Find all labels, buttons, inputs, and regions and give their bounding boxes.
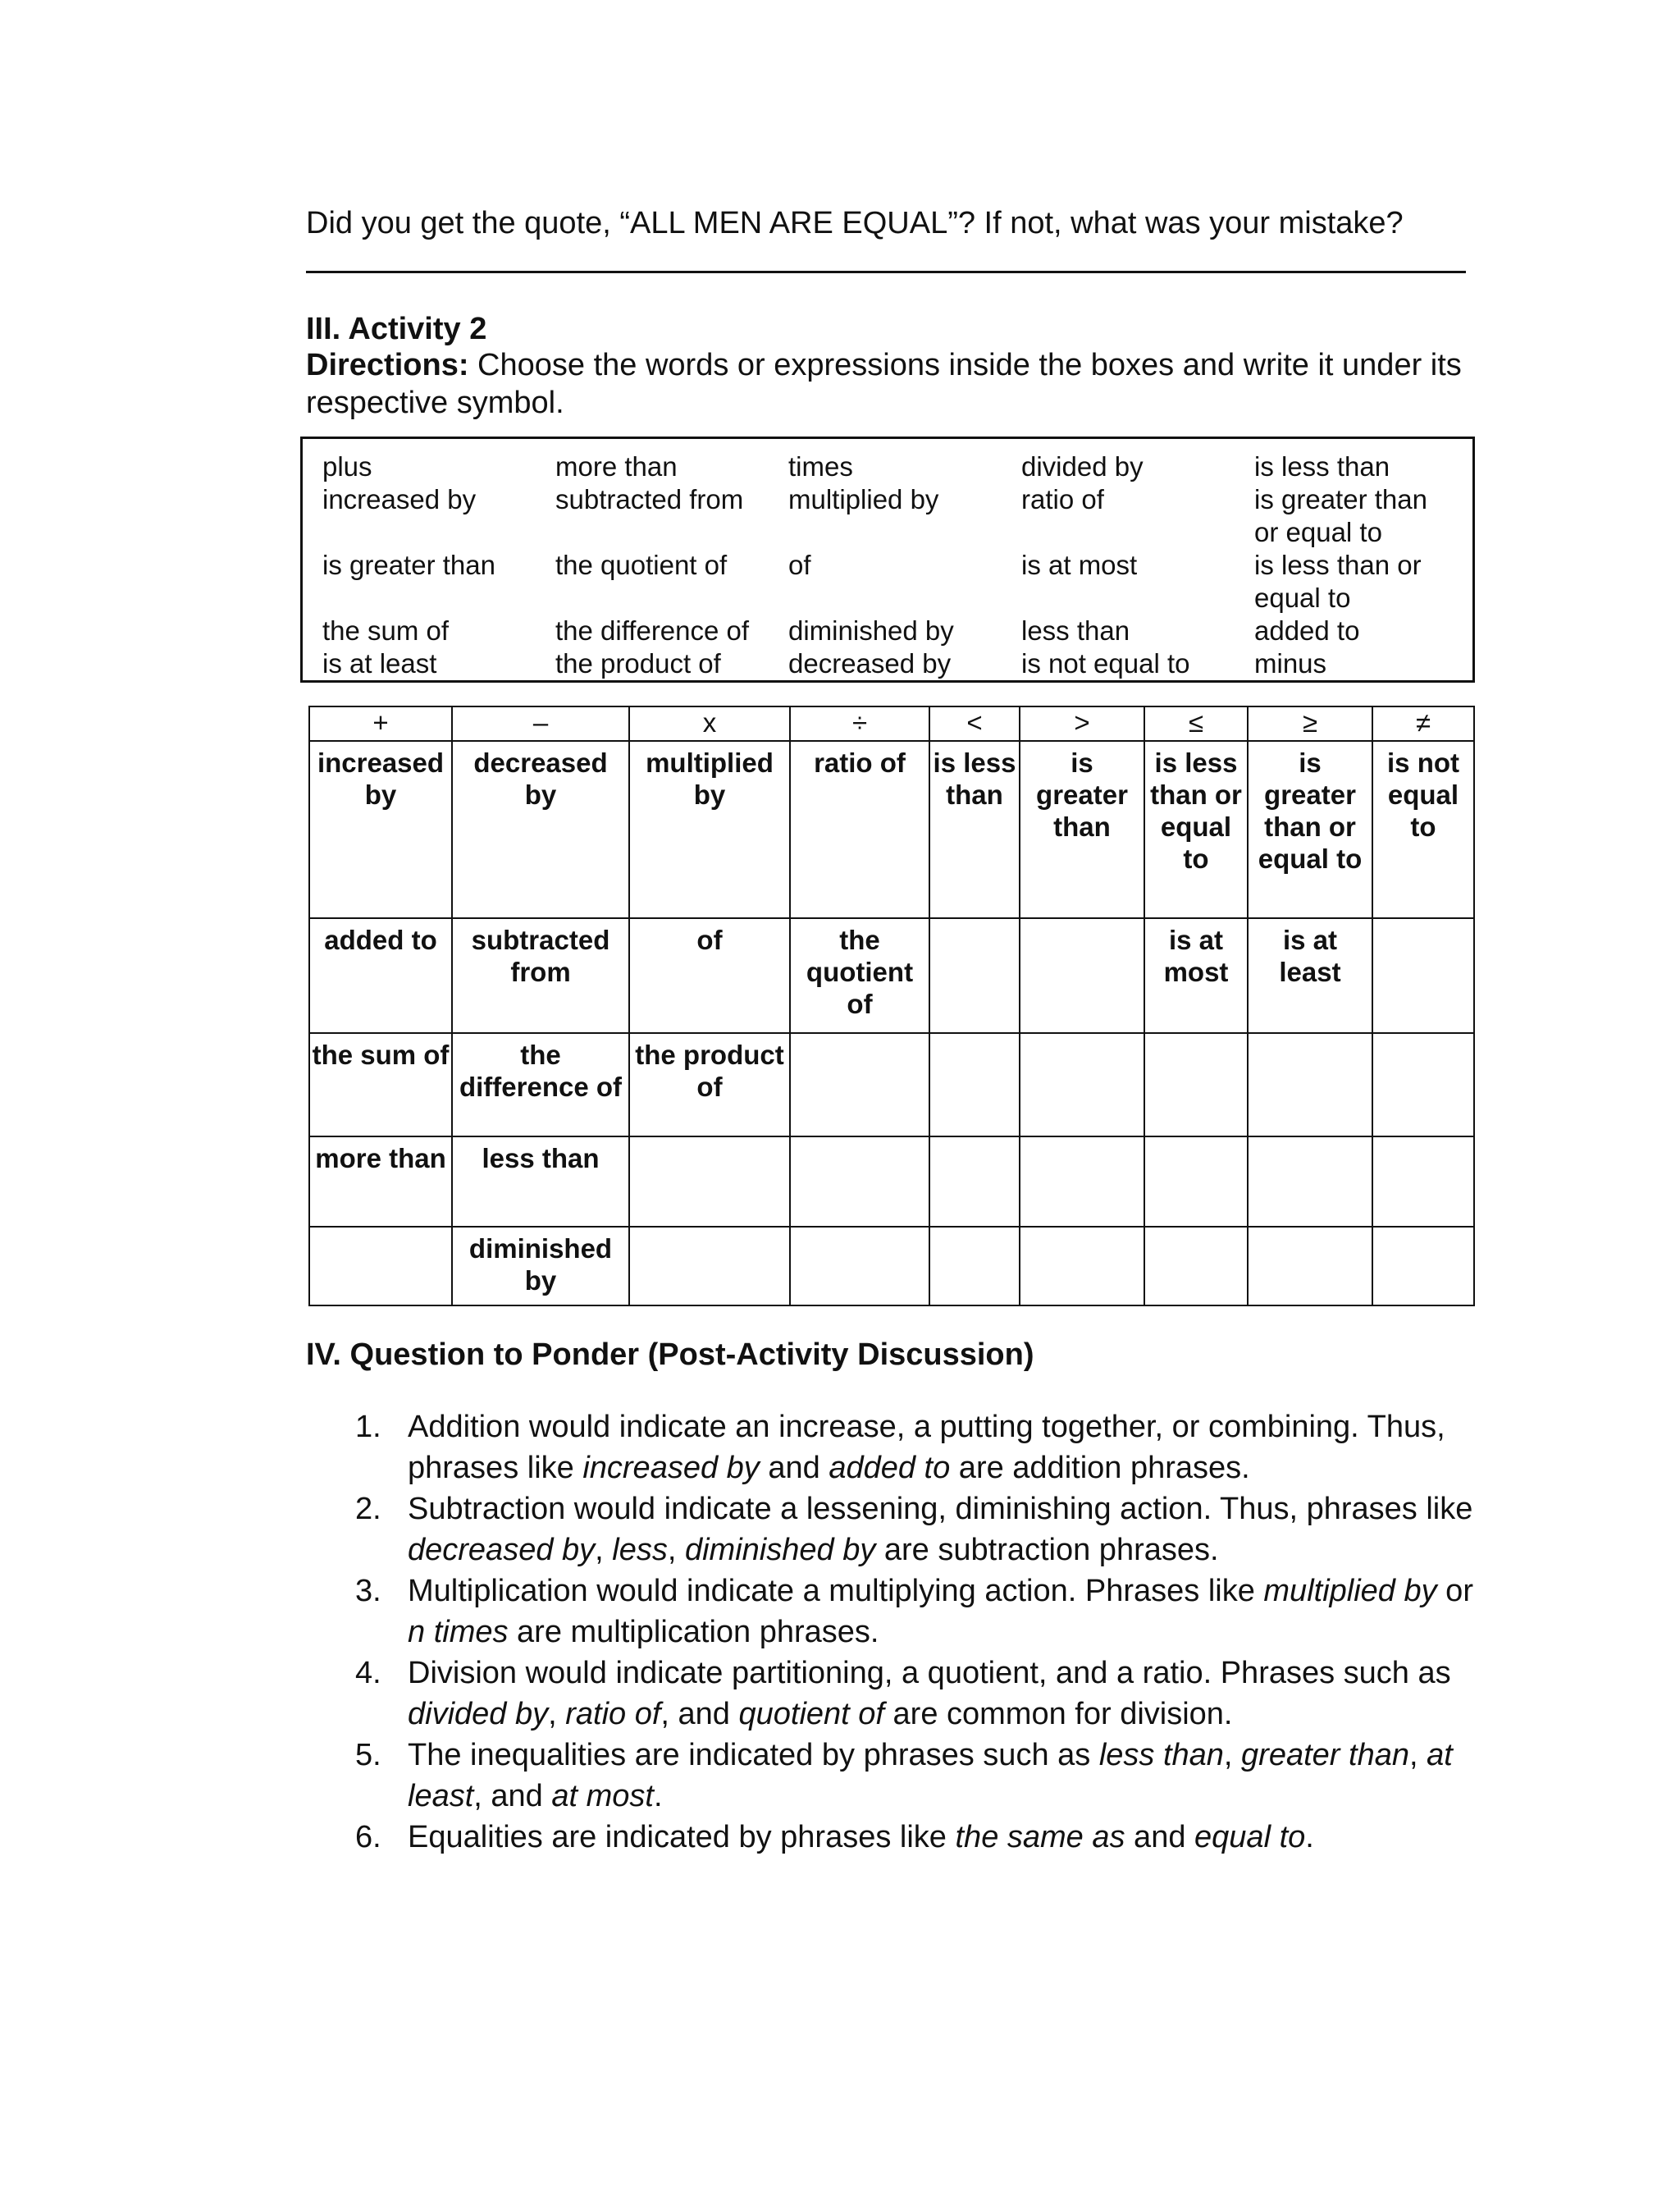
word-bank-item: the product of xyxy=(555,648,721,679)
table-cell[interactable]: more than xyxy=(309,1136,452,1227)
word-bank-item: less than xyxy=(1021,615,1130,646)
table-cell[interactable] xyxy=(1020,918,1144,1033)
word-bank-item: minus xyxy=(1254,648,1327,679)
table-cell[interactable]: added to xyxy=(309,918,452,1033)
directions-label: Directions: xyxy=(306,348,469,382)
table-cell[interactable]: less than xyxy=(452,1136,629,1227)
table-row xyxy=(309,1033,1474,1136)
table-cell[interactable] xyxy=(1020,1033,1144,1136)
word-bank-item: is greater than xyxy=(1254,484,1427,514)
table-cell[interactable] xyxy=(1372,1136,1474,1227)
word-bank-item: is less than or xyxy=(1254,550,1422,580)
quote-question: Did you get the quote, “ALL MEN ARE EQUAL”? If not, what was your mistake? xyxy=(306,206,1404,240)
plus-symbol: + xyxy=(309,706,452,741)
table-cell[interactable] xyxy=(929,918,1020,1033)
table-cell[interactable]: the product of xyxy=(629,1033,790,1136)
word-bank-item: increased by xyxy=(322,484,477,514)
table-cell[interactable] xyxy=(929,1227,1020,1305)
table-row xyxy=(309,741,1474,918)
table-cell[interactable] xyxy=(309,1227,452,1305)
list-item: 6. Equalities are indicated by phrases like the same as and equal to. xyxy=(355,1820,1314,1854)
table-cell[interactable] xyxy=(629,1227,790,1305)
table-cell[interactable] xyxy=(790,1136,929,1227)
table-cell[interactable] xyxy=(1248,1227,1372,1305)
word-bank-item: subtracted from xyxy=(555,484,744,514)
table-cell[interactable]: is greater than or equal to xyxy=(1248,741,1372,918)
table-cell[interactable]: the difference of xyxy=(452,1033,629,1136)
table-cell[interactable] xyxy=(1144,1227,1248,1305)
word-bank-item: added to xyxy=(1254,615,1360,646)
minus-symbol: – xyxy=(452,706,629,741)
times-symbol: x xyxy=(629,706,790,741)
table-cell[interactable]: is at least xyxy=(1248,918,1372,1033)
word-bank-item: the sum of xyxy=(322,615,450,646)
table-cell[interactable] xyxy=(1372,1033,1474,1136)
symbol-table xyxy=(308,706,1475,1306)
table-cell[interactable] xyxy=(1020,1136,1144,1227)
not-equal-symbol: ≠ xyxy=(1372,706,1474,741)
word-bank-item: more than xyxy=(555,451,678,482)
ponder-list xyxy=(349,1406,1489,1858)
symbol-header-row xyxy=(309,706,1474,741)
table-cell[interactable]: subtracted from xyxy=(452,918,629,1033)
table-cell[interactable] xyxy=(929,1136,1020,1227)
word-bank-item: is at least xyxy=(322,648,437,679)
word-bank-item: plus xyxy=(322,451,372,482)
table-cell[interactable]: of xyxy=(629,918,790,1033)
word-bank-item: the difference of xyxy=(555,615,750,646)
table-cell[interactable] xyxy=(1144,1136,1248,1227)
word-bank-item: diminished by xyxy=(788,615,954,646)
word-bank-box xyxy=(300,437,1475,683)
list-item: 4. Division would indicate partitioning, a quotient, and a ratio. Phrases such as divided by, ratio of, and quotient of are common for division. xyxy=(355,1656,1451,1731)
table-cell[interactable]: diminished by xyxy=(452,1227,629,1305)
table-row xyxy=(309,918,1474,1033)
table-row xyxy=(309,1136,1474,1227)
table-cell[interactable] xyxy=(1248,1136,1372,1227)
table-cell[interactable]: ratio of xyxy=(790,741,929,918)
word-bank-item: or equal to xyxy=(1254,517,1382,547)
word-bank-item: is at most xyxy=(1021,550,1138,580)
table-cell[interactable] xyxy=(1248,1033,1372,1136)
divide-symbol: ÷ xyxy=(790,706,929,741)
word-bank-item: multiplied by xyxy=(788,484,939,514)
table-cell[interactable] xyxy=(1372,1227,1474,1305)
list-item: 5. The inequalities are indicated by phrases such as less than, greater than, at least, and at most. xyxy=(355,1738,1453,1813)
activity-heading: III. Activity 2 xyxy=(306,312,487,346)
table-row xyxy=(309,1227,1474,1305)
ponder-heading: IV. Question to Ponder (Post-Activity Discussion) xyxy=(306,1337,1034,1372)
greater-or-equal-symbol: ≥ xyxy=(1248,706,1372,741)
word-bank-item: is not equal to xyxy=(1021,648,1190,679)
list-item: 1. Addition would indicate an increase, a putting together, or combining. Thus, phrases like increased by and added to are addition phrases. xyxy=(355,1410,1445,1485)
table-cell[interactable] xyxy=(929,1033,1020,1136)
table-cell[interactable]: increased by xyxy=(309,741,452,918)
table-cell[interactable] xyxy=(1372,918,1474,1033)
table-cell[interactable] xyxy=(1020,1227,1144,1305)
activity-directions xyxy=(306,346,1487,422)
word-bank-item: divided by xyxy=(1021,451,1144,482)
table-cell[interactable] xyxy=(790,1227,929,1305)
word-bank-item: times xyxy=(788,451,853,482)
greater-than-symbol: > xyxy=(1020,706,1144,741)
table-cell[interactable]: the sum of xyxy=(309,1033,452,1136)
table-cell[interactable]: decreased by xyxy=(452,741,629,918)
table-cell[interactable]: multiplied by xyxy=(629,741,790,918)
table-cell[interactable] xyxy=(790,1033,929,1136)
word-bank-item: is greater than xyxy=(322,550,495,580)
word-bank-item: is less than xyxy=(1254,451,1390,482)
less-or-equal-symbol: ≤ xyxy=(1144,706,1248,741)
table-cell[interactable]: is less than xyxy=(929,741,1020,918)
table-cell[interactable] xyxy=(1144,1033,1248,1136)
less-than-symbol: < xyxy=(929,706,1020,741)
directions-text: Choose the words or expressions inside the boxes and write it under its respective symbol. xyxy=(306,348,1462,420)
word-bank-item: decreased by xyxy=(788,648,952,679)
list-item: 3. Multiplication would indicate a multiplying action. Phrases like multiplied by or n times are multiplication phrases. xyxy=(355,1574,1473,1649)
table-cell[interactable]: is at most xyxy=(1144,918,1248,1033)
answer-line[interactable] xyxy=(306,271,1466,273)
word-bank-item: ratio of xyxy=(1021,484,1104,514)
word-bank-item: equal to xyxy=(1254,583,1351,613)
table-cell[interactable]: the quotient of xyxy=(790,918,929,1033)
word-bank-item: the quotient of xyxy=(555,550,728,580)
word-bank-item: of xyxy=(788,550,811,580)
table-cell[interactable] xyxy=(629,1136,790,1227)
list-item: 2. Subtraction would indicate a lessening, diminishing action. Thus, phrases like decreased by, less, diminished by are subtraction phrases. xyxy=(355,1492,1473,1567)
table-cell[interactable]: is greater than xyxy=(1020,741,1144,918)
table-cell[interactable]: is less than or equal to xyxy=(1144,741,1248,918)
table-cell[interactable]: is not equal to xyxy=(1372,741,1474,918)
